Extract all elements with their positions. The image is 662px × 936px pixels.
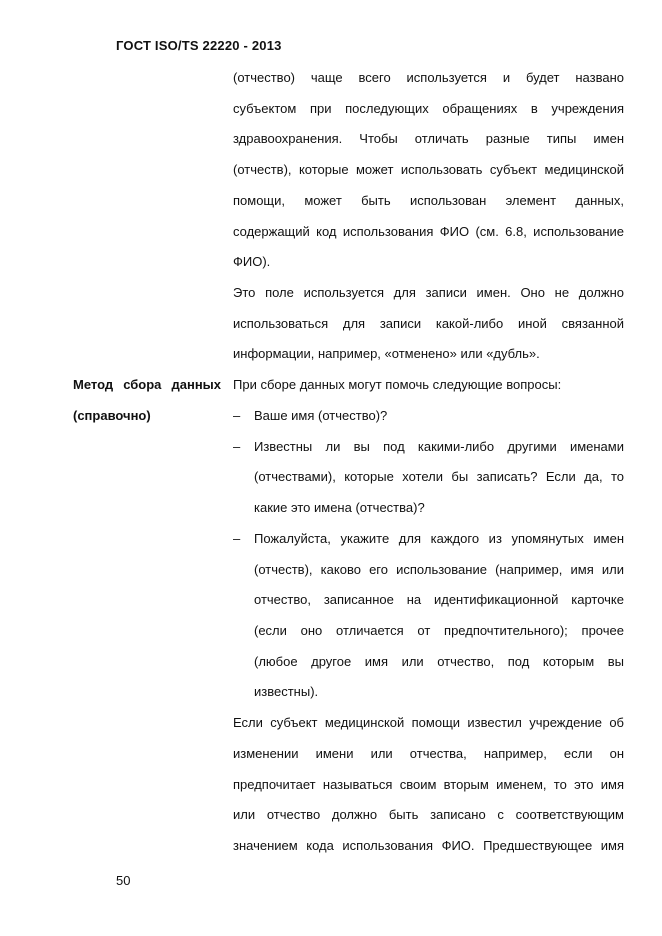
question-3-line: (любое другое имя или отчество, под которым вы	[254, 654, 624, 669]
data-collection-method-label: Метод сбора данных	[73, 377, 221, 392]
question-1-line: Ваше имя (отчество)?	[254, 408, 388, 423]
para3-line: Если субъект медицинской помощи известил учреждение об	[233, 715, 624, 730]
reference-note-label: (справочно)	[73, 408, 151, 423]
para1-line: помощи, может быть использован элемент данных,	[233, 193, 624, 208]
list-dash: –	[233, 408, 241, 423]
document-header: ГОСТ ISO/TS 22220 - 2013	[116, 38, 282, 53]
question-3-line: Пожалуйста, укажите для каждого из упомянутых имен	[254, 531, 624, 546]
questions-intro: При сборе данных могут помочь следующие вопросы:	[233, 377, 562, 392]
question-2-line: (отчествами), которые хотели бы записать? Если да, то	[254, 469, 624, 484]
para1-line: субъектом при последующих обращениях в учреждения	[233, 101, 624, 116]
para1-line: (отчеств), которые может использовать субъект медицинской	[233, 162, 624, 177]
question-3-line: отчество, записанное на идентификационной карточке	[254, 592, 624, 607]
para2-line: использоваться для записи какой-либо иной связанной	[233, 316, 624, 331]
list-dash: –	[233, 439, 241, 454]
question-3-line: (если оно отличается от предпочтительного); прочее	[254, 623, 624, 638]
para1-line: здравоохранения. Чтобы отличать разные типы имен	[233, 131, 624, 146]
para3-line: изменении имени или отчества, например, если он	[233, 746, 624, 761]
page-number: 50	[116, 873, 131, 888]
para3-line: или отчество должно быть записано с соответствующим	[233, 807, 624, 822]
para3-line: предпочитает называться своим вторым именем, то это имя	[233, 777, 624, 792]
para1-line: (отчество) чаще всего используется и будет названо	[233, 70, 624, 85]
para1-line: содержащий код использования ФИО (см. 6.8, использование	[233, 224, 624, 239]
question-3-line: известны).	[254, 684, 319, 699]
para1-line: ФИО).	[233, 254, 271, 269]
list-dash: –	[233, 531, 241, 546]
para2-line: Это поле используется для записи имен. Оно не должно	[233, 285, 624, 300]
question-3-line: (отчеств), каково его использование (например, имя или	[254, 562, 624, 577]
question-2-line: Известны ли вы под какими-либо другими именами	[254, 439, 624, 454]
para3-line: значением кода использования ФИО. Предшествующее имя	[233, 838, 624, 853]
question-2-line: какие это имена (отчества)?	[254, 500, 425, 515]
para2-line: информации, например, «отменено» или «дубль».	[233, 346, 540, 361]
